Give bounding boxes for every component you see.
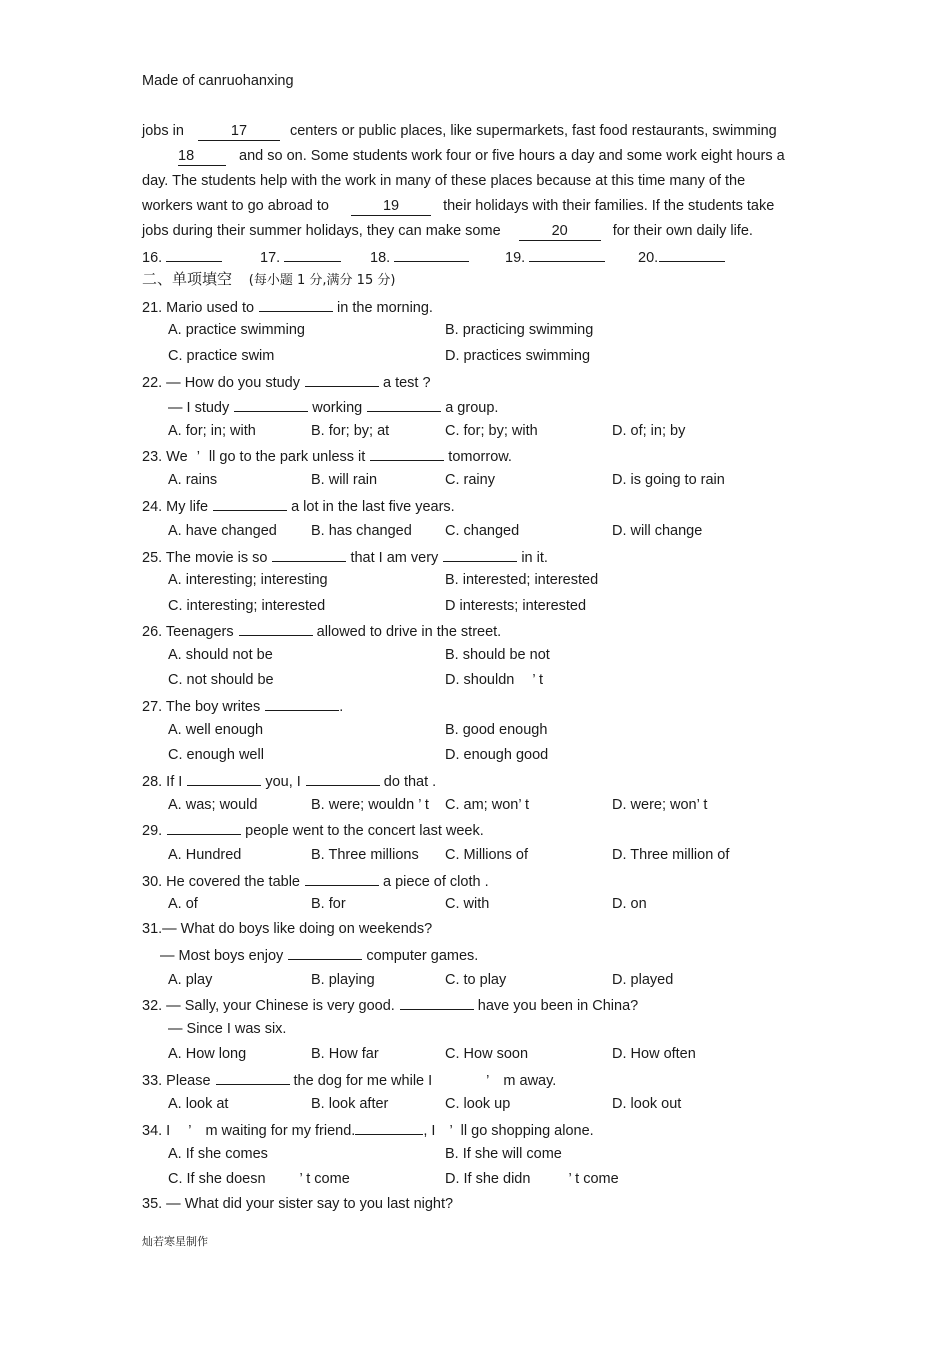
- q26-option-b[interactable]: B. should be not: [445, 647, 550, 663]
- question-32: 32. — Sally, your Chinese is very good. have you been in China?: [142, 998, 639, 1014]
- q25-blank-2[interactable]: [443, 549, 517, 562]
- q21-option-a[interactable]: A. practice swimming: [168, 322, 305, 338]
- q29-blank[interactable]: [167, 822, 241, 835]
- q21-option-c[interactable]: C. practice swim: [168, 348, 275, 364]
- q34-blank[interactable]: [355, 1122, 423, 1135]
- q26-option-c[interactable]: C. not should be: [168, 672, 274, 688]
- q25-blank-1[interactable]: [272, 549, 346, 562]
- answer-17-blank[interactable]: [284, 249, 341, 262]
- q27-option-d[interactable]: D. enough good: [445, 747, 549, 763]
- blank-19: 19: [351, 199, 431, 216]
- q28-option-d[interactable]: D. were; won’ t: [612, 797, 708, 813]
- q32-blank[interactable]: [400, 997, 474, 1010]
- q24-blank[interactable]: [213, 498, 287, 511]
- q23-blank[interactable]: [370, 448, 444, 461]
- passage-line-4: workers want to go abroad to 19 their holidays with their families. If the students take: [142, 198, 775, 214]
- question-31: 31.— What do boys like doing on weekends?: [142, 921, 433, 937]
- q22-blank-2[interactable]: [234, 399, 308, 412]
- answer-18: 18.: [370, 249, 469, 266]
- q30-blank[interactable]: [305, 873, 379, 886]
- q28-option-c[interactable]: C. am; won’ t: [445, 797, 530, 813]
- q24-option-d[interactable]: D. will change: [612, 523, 703, 539]
- q34-option-a[interactable]: A. If she comes: [168, 1146, 268, 1162]
- question-27: 27. The boy writes .: [142, 699, 344, 715]
- q25-option-d[interactable]: D interests; interested: [445, 598, 587, 614]
- q32-option-c[interactable]: C. How soon: [445, 1046, 529, 1062]
- q25-option-c[interactable]: C. interesting; interested: [168, 598, 326, 614]
- q32-option-b[interactable]: B. How far: [311, 1046, 379, 1062]
- q22-option-c[interactable]: C. for; by; with: [445, 423, 538, 439]
- blank-17: 17: [198, 124, 280, 141]
- passage-line-3: day. The students help with the work in many of these places because at this time many of the: [142, 173, 746, 189]
- question-26: 26. Teenagers allowed to drive in the street.: [142, 624, 502, 640]
- question-24: 24. My life a lot in the last five years.: [142, 499, 455, 515]
- passage-line-5: jobs during their summer holidays, they can make some 20 for their own daily life.: [142, 223, 753, 239]
- q23-option-b[interactable]: B. will rain: [311, 472, 378, 488]
- q22-blank[interactable]: [305, 374, 379, 387]
- answer-20: 20.: [638, 249, 725, 266]
- q24-option-a[interactable]: A. have changed: [168, 523, 277, 539]
- q34-option-c[interactable]: C. If she doesn ’ t come: [168, 1171, 350, 1187]
- q29-option-c[interactable]: C. Millions of: [445, 847, 528, 863]
- q22-option-b[interactable]: B. for; by; at: [311, 423, 390, 439]
- q22-line-2: — I study working a group.: [168, 400, 499, 416]
- q23-option-a[interactable]: A. rains: [168, 472, 218, 488]
- q29-option-b[interactable]: B. Three millions: [311, 847, 419, 863]
- question-33: 33. Please the dog for me while I ’ m away.: [142, 1073, 557, 1089]
- answer-18-blank[interactable]: [394, 249, 469, 262]
- q34-option-b[interactable]: B. If she will come: [445, 1146, 562, 1162]
- q21-blank[interactable]: [259, 299, 333, 312]
- q27-option-b[interactable]: B. good enough: [445, 722, 548, 738]
- q30-option-c[interactable]: C. with: [445, 896, 490, 912]
- question-30: 30. He covered the table a piece of cloth .: [142, 874, 489, 890]
- question-35: 35. — What did your sister say to you last night?: [142, 1196, 454, 1212]
- q28-option-a[interactable]: A. was; would: [168, 797, 258, 813]
- q24-option-b[interactable]: B. has changed: [311, 523, 412, 539]
- q31-option-a[interactable]: A. play: [168, 972, 213, 988]
- question-23: 23. We ’ ll go to the park unless it tomorrow.: [142, 449, 512, 465]
- question-28: 28. If I you, I do that .: [142, 774, 437, 790]
- blank-18: 18: [178, 149, 226, 166]
- page-footer: 灿若寒星制作: [142, 1235, 208, 1248]
- q29-option-a[interactable]: A. Hundred: [168, 847, 242, 863]
- q31-option-d[interactable]: D. played: [612, 972, 674, 988]
- q31-option-c[interactable]: C. to play: [445, 972, 507, 988]
- q26-option-d[interactable]: D. shouldn ’ t: [445, 672, 544, 688]
- q34-option-d[interactable]: D. If she didn ’ t come: [445, 1171, 619, 1187]
- q33-option-a[interactable]: A. look at: [168, 1096, 229, 1112]
- answer-16-blank[interactable]: [166, 249, 222, 262]
- q26-option-a[interactable]: A. should not be: [168, 647, 273, 663]
- answer-16: 16.: [142, 249, 222, 266]
- question-21: 21. Mario used to in the morning.: [142, 300, 433, 316]
- question-34: 34. I ’ m waiting for my friend. , I ’ ll go shopping alone.: [142, 1123, 594, 1139]
- q24-option-c[interactable]: C. changed: [445, 523, 520, 539]
- question-22: 22. — How do you study a test ?: [142, 375, 431, 391]
- q25-option-b[interactable]: B. interested; interested: [445, 572, 599, 588]
- q31-line-2: — Most boys enjoy computer games.: [160, 948, 479, 964]
- q30-option-d[interactable]: D. on: [612, 896, 647, 912]
- q28-blank-2[interactable]: [306, 773, 380, 786]
- q27-option-a[interactable]: A. well enough: [168, 722, 264, 738]
- q23-option-d[interactable]: D. is going to rain: [612, 472, 725, 488]
- q33-option-b[interactable]: B. look after: [311, 1096, 389, 1112]
- section-title: 二、单项填空 (每小题 1 分,满分 15 分): [142, 270, 396, 288]
- q33-blank[interactable]: [216, 1072, 290, 1085]
- q30-option-a[interactable]: A. of: [168, 896, 198, 912]
- question-29: 29. people went to the concert last week.: [142, 823, 484, 839]
- q28-blank-1[interactable]: [187, 773, 261, 786]
- q22-option-d[interactable]: D. of; in; by: [612, 423, 686, 439]
- q27-option-c[interactable]: C. enough well: [168, 747, 264, 763]
- q25-option-a[interactable]: A. interesting; interesting: [168, 572, 328, 588]
- q22-blank-3[interactable]: [367, 399, 441, 412]
- passage-line-2: 18 and so on. Some students work four or five hours a day and some work eight hours a: [178, 148, 785, 164]
- answer-19-blank[interactable]: [529, 249, 605, 262]
- q29-option-d[interactable]: D. Three million of: [612, 847, 730, 863]
- q27-blank[interactable]: [265, 698, 339, 711]
- q23-option-c[interactable]: C. rainy: [445, 472, 495, 488]
- q26-blank[interactable]: [239, 623, 313, 636]
- answer-17: 17.: [260, 249, 341, 266]
- q32-option-d[interactable]: D. How often: [612, 1046, 696, 1062]
- q33-option-c[interactable]: C. look up: [445, 1096, 511, 1112]
- q21-option-b[interactable]: B. practicing swimming: [445, 322, 594, 338]
- page-header: Made of canruohanxing: [142, 73, 294, 89]
- q30-option-b[interactable]: B. for: [311, 896, 346, 912]
- q28-option-b[interactable]: B. were; wouldn ’ t: [311, 797, 429, 813]
- q21-option-d[interactable]: D. practices swimming: [445, 348, 591, 364]
- answer-19: 19.: [505, 249, 605, 266]
- q22-option-a[interactable]: A. for; in; with: [168, 423, 256, 439]
- q31-blank[interactable]: [288, 947, 362, 960]
- q32-line-2: — Since I was six.: [168, 1021, 287, 1037]
- answer-20-blank[interactable]: [659, 249, 725, 262]
- q31-option-b[interactable]: B. playing: [311, 972, 375, 988]
- blank-20: 20: [519, 224, 601, 241]
- question-25: 25. The movie is so that I am very in it.: [142, 550, 548, 566]
- passage-line-1: jobs in 17 centers or public places, like supermarkets, fast food restaurants, swimming: [142, 123, 777, 139]
- q32-option-a[interactable]: A. How long: [168, 1046, 247, 1062]
- q33-option-d[interactable]: D. look out: [612, 1096, 682, 1112]
